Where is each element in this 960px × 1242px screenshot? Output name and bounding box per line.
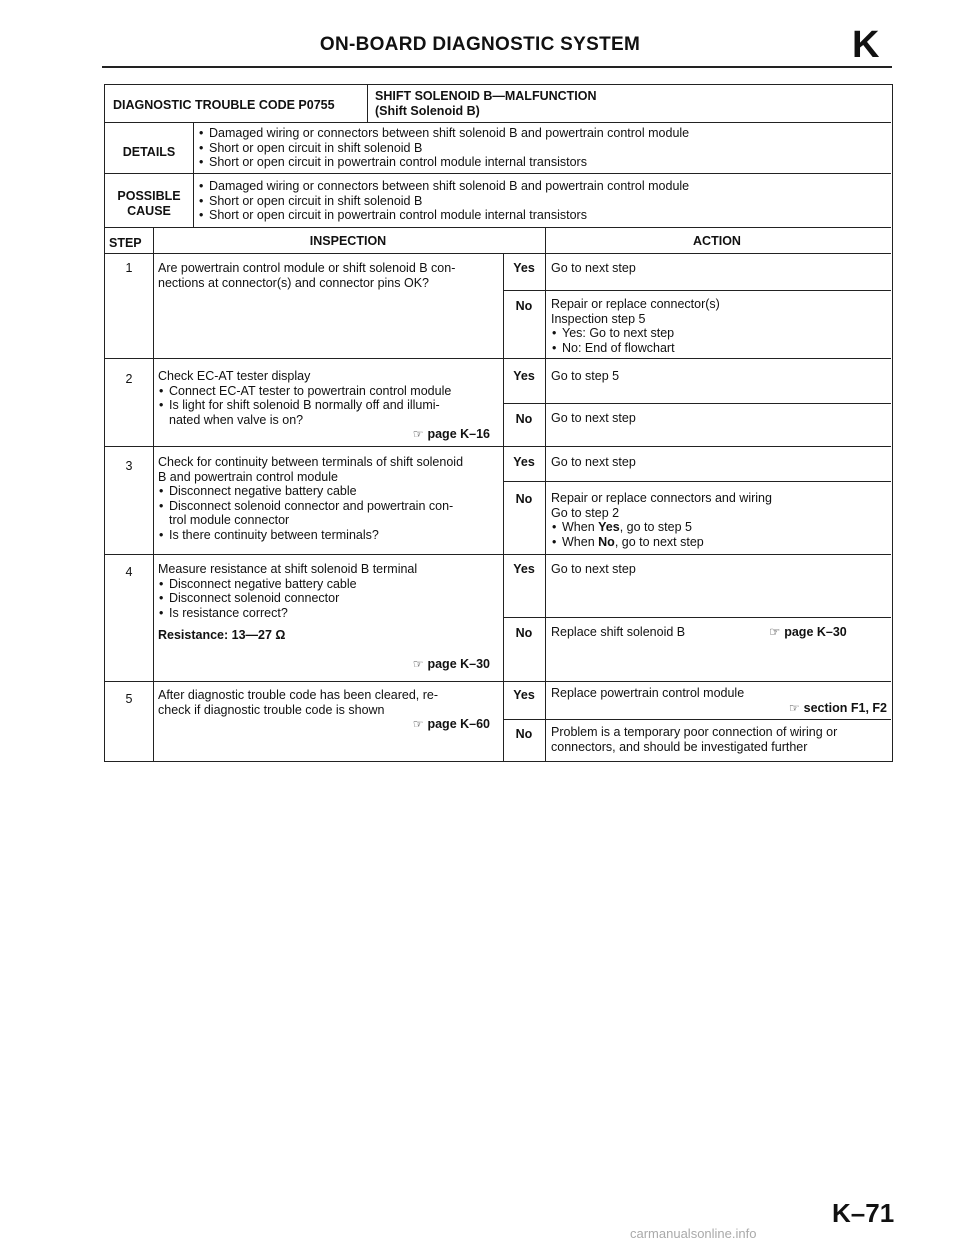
step-number: 1 [125, 261, 133, 275]
diagnostic-table [104, 84, 893, 762]
section-letter: K [852, 24, 880, 66]
action-text: Replace shift solenoid B ☞ page K–30 [551, 625, 847, 639]
action-text: Go to step 5 [551, 369, 620, 383]
step-inspection: Check EC-AT tester display • Connect EC-AT tester to powertrain control module • Is light for shift solenoid B normally off and illumi- nated when valve is on? ☞ page K–16 [158, 369, 498, 442]
step-number: 2 [125, 372, 133, 386]
yes-label: Yes [513, 688, 535, 702]
list-item: • When No, go to next step [551, 535, 772, 550]
list-item: • Yes: Go to next step [551, 326, 720, 341]
list-item: • Damaged wiring or connectors between shift solenoid B and powertrain control module [198, 179, 689, 194]
pointing-hand-icon: ☞ [769, 625, 781, 639]
list-item: • Is there continuity between terminals? [158, 528, 503, 543]
list-item: • Short or open circuit in powertrain control module internal transistors [198, 208, 689, 223]
list-item: • Is resistance correct? [158, 606, 498, 621]
col-header-inspection: INSPECTION [309, 234, 387, 248]
pointing-hand-icon: ☞ [412, 656, 424, 671]
action-text: Go to next step [551, 411, 636, 425]
list-item: • When Yes, go to step 5 [551, 520, 772, 535]
page-number: K–71 [832, 1198, 895, 1228]
list-item: • Short or open circuit in shift solenoid B [198, 194, 689, 209]
details-list [198, 126, 689, 170]
details-label: DETAILS [122, 145, 176, 159]
no-label: No [515, 492, 533, 506]
no-label: No [515, 626, 533, 640]
dtc-title: SHIFT SOLENOID B—MALFUNCTION (Shift Solenoid B) [375, 89, 597, 118]
action-text: Go to next step [551, 261, 636, 275]
yes-label: Yes [513, 455, 535, 469]
list-item: • Disconnect solenoid connector and powertrain con- [158, 499, 503, 514]
list-item: • Disconnect solenoid connector [158, 591, 498, 606]
step-inspection: Are powertrain control module or shift solenoid B con- nections at connector(s) and connector pins OK? [158, 261, 456, 290]
pointing-hand-icon: ☞ [412, 717, 424, 731]
col-header-action: ACTION [693, 234, 741, 248]
list-item: • Is light for shift solenoid B normally off and illumi- [158, 398, 498, 413]
no-label: No [515, 299, 533, 313]
list-item: • Short or open circuit in powertrain control module internal transistors [198, 155, 689, 170]
list-item: • Disconnect negative battery cable [158, 484, 503, 499]
action-text: Go to next step [551, 455, 636, 469]
action-text: Replace powertrain control module ☞ section F1, F2 [551, 686, 887, 715]
watermark: carmanualsonline.info [630, 1226, 757, 1241]
action-text: Go to next step [551, 562, 636, 576]
list-item: • Connect EC-AT tester to powertrain control module [158, 384, 498, 399]
list-item: • Damaged wiring or connectors between shift solenoid B and powertrain control module [198, 126, 689, 141]
possible-cause-list [198, 179, 689, 223]
pointing-hand-icon: ☞ [788, 700, 800, 715]
yes-label: Yes [513, 369, 535, 383]
yes-label: Yes [513, 261, 535, 275]
step-number: 3 [125, 459, 133, 473]
page-title: ON-BOARD DIAGNOSTIC SYSTEM [319, 34, 641, 55]
yes-label: Yes [513, 562, 535, 576]
dtc-label: DIAGNOSTIC TROUBLE CODE P0755 [113, 98, 335, 112]
list-item: • Short or open circuit in shift solenoid B [198, 141, 689, 156]
step-inspection: Measure resistance at shift solenoid B terminal • Disconnect negative battery cable • Disconnect solenoid connector • Is resistance correct? Resistance: 13—27 Ω ☞ page K–30 [158, 562, 498, 671]
step-inspection: After diagnostic trouble code has been cleared, re- check if diagnostic trouble code is shown ☞ page K–60 [158, 688, 490, 731]
list-item: • No: End of flowchart [551, 341, 720, 356]
possible-cause-label: POSSIBLE CAUSE [117, 189, 181, 218]
list-item: • Disconnect negative battery cable [158, 577, 498, 592]
step-inspection: Check for continuity between terminals of shift solenoid B and powertrain control module • Disconnect negative battery cable • Disconnect solenoid connector and powertrain con- trol module connector • Is there continuity between terminals? [158, 455, 503, 542]
no-label: No [515, 727, 533, 741]
step-number: 5 [125, 692, 133, 706]
action-text: Repair or replace connector(s) Inspection step 5 • Yes: Go to next step • No: End of flowchart [551, 297, 720, 355]
no-label: No [515, 412, 533, 426]
col-header-step: STEP [109, 236, 142, 250]
pointing-hand-icon: ☞ [412, 427, 424, 441]
step-number: 4 [125, 565, 133, 579]
header-rule [102, 66, 892, 68]
action-text: Problem is a temporary poor connection of wiring or connectors, and should be investigated further [551, 725, 838, 754]
action-text: Repair or replace connectors and wiring Go to step 2 • When Yes, go to step 5 • When No, go to next step [551, 491, 772, 549]
